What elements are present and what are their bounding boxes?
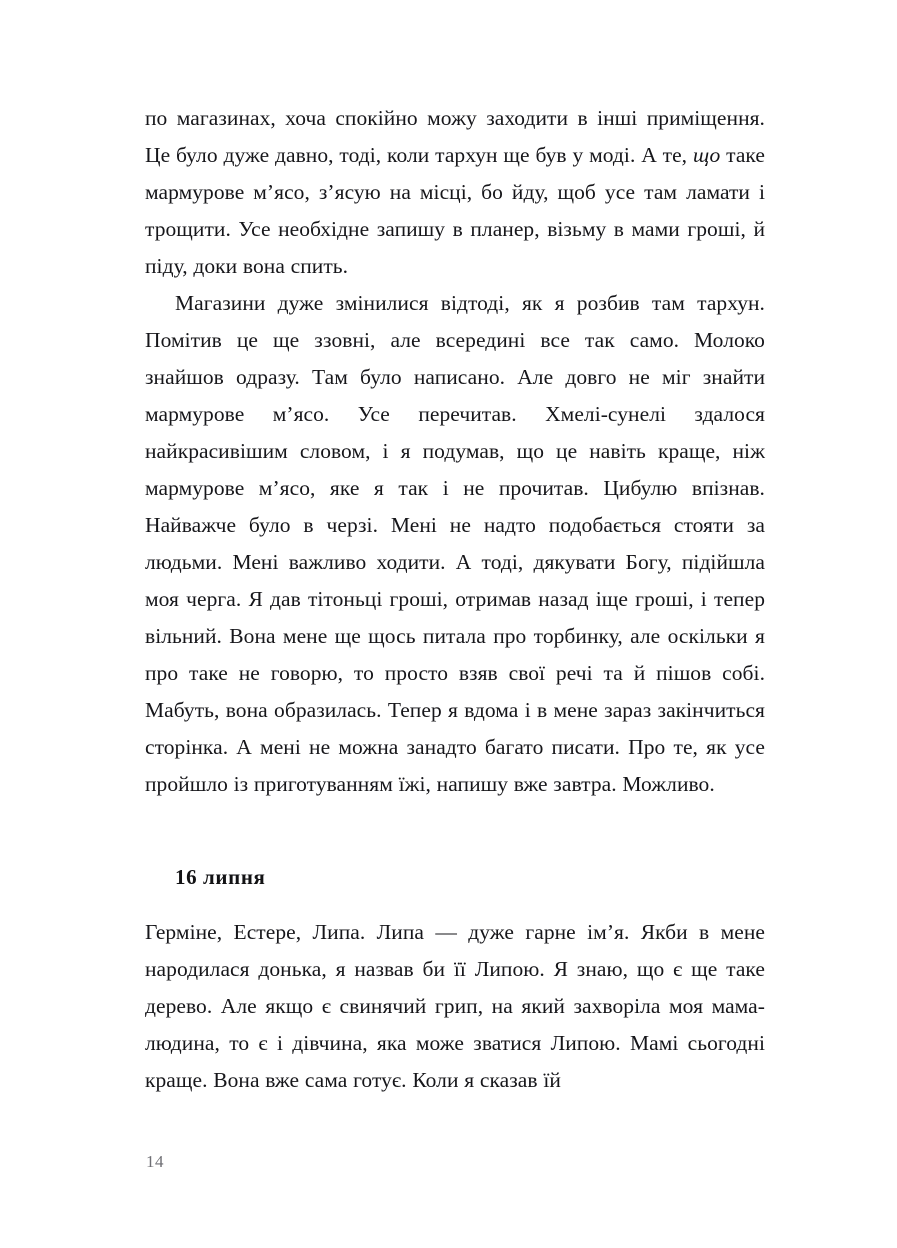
section-heading-date: 16 липня (175, 865, 266, 889)
page-number: 14 (146, 1152, 164, 1171)
paragraph-1: по магазинах, хоча спокійно можу заходити в інші приміщення. Це було дуже давно, тоді, коли тархун ще був у моді. А те, що таке мармурове м’ясо, з’ясую на місці, бо йду, щоб усе там ламати і трощити. Усе необхідне запишу в планер, візьму в мами гроші, й піду, доки вона спить. (145, 106, 765, 278)
paragraph-2: Магазини дуже змінилися відтоді, як я розбив там тархун. Помітив це ще ззовні, але всередині все так само. Молоко знайшов одразу. Там було написано. Але довго не міг знайти мармурове м’ясо. Усе перечитав. Хмелі-сунелі здалося найкрасивішим словом, і я подумав, що це навіть краще, ніж мармурове м’ясо, яке я так і не прочитав. Цибулю впізнав. Найважче було в черзі. Мені не надто подобається стояти за людьми. Мені важливо ходити. А тоді, дякувати Богу, підійшла моя черга. Я дав тітоньці гроші, отримав назад іще гроші, і тепер вільний. Вона мене ще щось питала про торбинку, але оскільки я про таке не говорю, то просто взяв свої речі та й пішов собі. Мабуть, вона образилась. Тепер я вдома і в мене зараз закінчиться сторінка. А мені не можна занадто багато писати. Про те, як усе пройшло із приготуванням їжі, напишу вже завтра. Можливо. (145, 291, 765, 796)
text-column (145, 100, 765, 1099)
heading-spacer-top (145, 803, 765, 859)
heading-spacer-bottom (145, 896, 765, 914)
paragraph-3: Герміне, Естере, Липа. Липа — дуже гарне ім’я. Якби в мене народилася донька, я назвав би її Липою. Я знаю, що є ще таке дерево. Але якщо є свинячий грип, на який захворіла моя мама-людина, то є і дівчина, яка може зватися Липою. Мамі сьогодні краще. Вона вже сама готує. Коли я сказав їй (145, 920, 765, 1092)
